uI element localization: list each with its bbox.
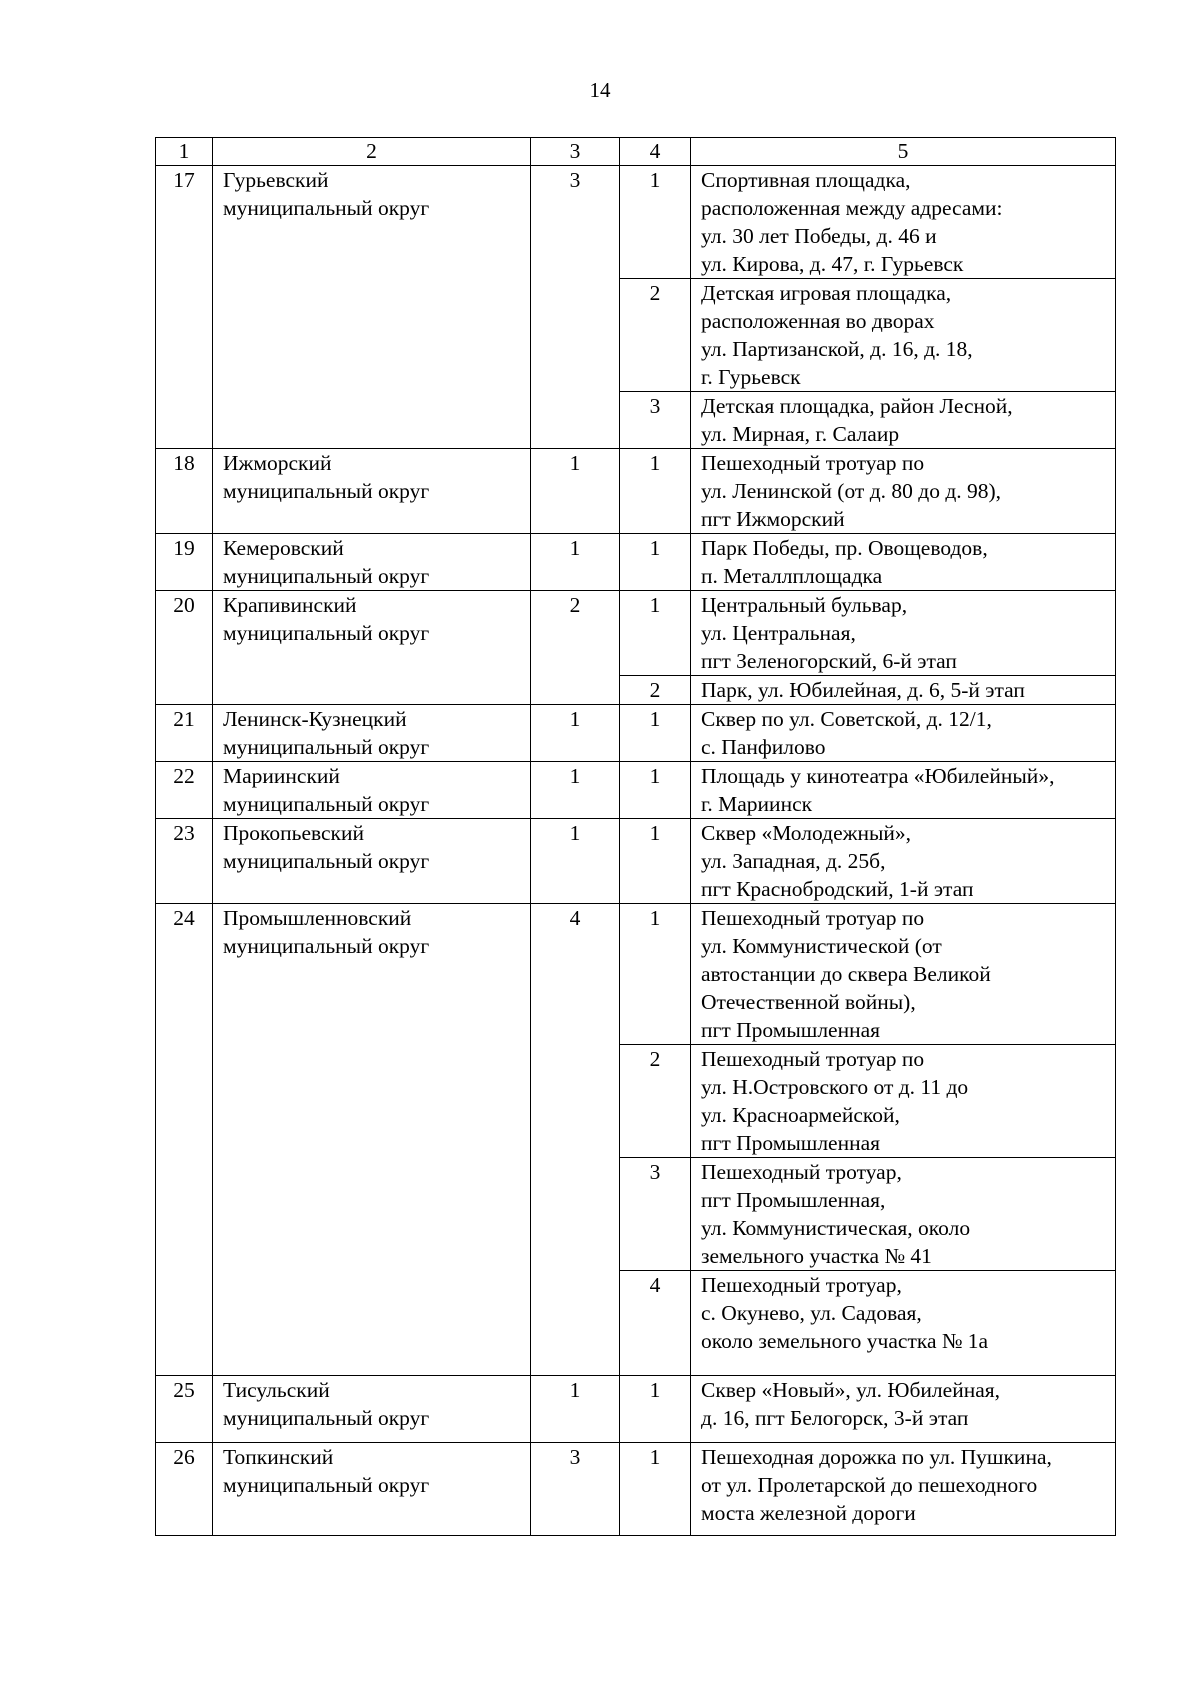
object-number-cell: 1 (620, 762, 691, 819)
table-row (156, 166, 1116, 279)
description-line: пгт Зеленогорский, 6-й этап (701, 649, 957, 673)
description-line: пгт Промышленная (701, 1131, 881, 1155)
description-line: ул. Партизанской, д. 16, д. 18, (701, 337, 973, 361)
row-number-cell: 24 (156, 904, 213, 1376)
table-row (156, 904, 1116, 1045)
object-description-cell (691, 904, 1116, 1045)
description-line: ул. Н.Островского от д. 11 до (701, 1075, 969, 1099)
description-line: Пешеходная дорожка по ул. Пушкина, (701, 1445, 1052, 1469)
object-count-cell: 3 (531, 166, 620, 449)
description-line: автостанции до сквера Великой (701, 962, 991, 986)
district-cell (213, 166, 531, 449)
district-line: муниципальный округ (223, 196, 430, 220)
description-line: около земельного участка № 1а (701, 1329, 989, 1353)
object-count-cell: 4 (531, 904, 620, 1376)
description-line: Пешеходный тротуар по (701, 451, 925, 475)
object-number-cell: 1 (620, 166, 691, 279)
district-cell (213, 1443, 531, 1536)
district-line: Промышленновский (223, 906, 412, 930)
district-line: муниципальный округ (223, 479, 430, 503)
description-line: Пешеходный тротуар, (701, 1160, 902, 1184)
district-cell (213, 449, 531, 534)
description-line: Пешеходный тротуар по (701, 1047, 925, 1071)
description-line: г. Гурьевск (701, 365, 801, 389)
object-number-cell: 1 (620, 591, 691, 676)
object-count-cell: 1 (531, 762, 620, 819)
district-line: муниципальный округ (223, 735, 430, 759)
district-line: Тисульский (223, 1378, 330, 1402)
object-description-cell (691, 1443, 1116, 1536)
object-description-cell (691, 166, 1116, 279)
district-cell (213, 762, 531, 819)
district-line: Мариинский (223, 764, 340, 788)
description-line: ул. Коммунистической (от (701, 934, 942, 958)
object-description-cell (691, 1376, 1116, 1443)
object-description-cell (691, 534, 1116, 591)
object-number-cell: 4 (620, 1271, 691, 1376)
description-line: Парк Победы, пр. Овощеводов, (701, 536, 988, 560)
object-count-cell: 2 (531, 591, 620, 705)
table-row (156, 762, 1116, 819)
district-line: муниципальный округ (223, 1406, 430, 1430)
district-line: муниципальный округ (223, 849, 430, 873)
object-number-cell: 1 (620, 449, 691, 534)
description-line: Пешеходный тротуар, (701, 1273, 902, 1297)
district-cell (213, 534, 531, 591)
table-row (156, 705, 1116, 762)
district-cell (213, 705, 531, 762)
object-description-cell (691, 676, 1116, 705)
header-cell-4: 4 (620, 138, 691, 166)
district-cell (213, 1376, 531, 1443)
object-description-cell (691, 1158, 1116, 1271)
table-row (156, 449, 1116, 534)
description-line: с. Окунево, ул. Садовая, (701, 1301, 922, 1325)
table-body (156, 138, 1116, 1536)
district-line: Кемеровский (223, 536, 344, 560)
description-line: ул. Западная, д. 25б, (701, 849, 886, 873)
description-line: от ул. Пролетарской до пешеходного (701, 1473, 1038, 1497)
object-description-cell (691, 1045, 1116, 1158)
description-line: г. Мариинск (701, 792, 813, 816)
row-number-cell: 19 (156, 534, 213, 591)
object-number-cell: 1 (620, 534, 691, 591)
row-number-cell: 23 (156, 819, 213, 904)
table-row (156, 819, 1116, 904)
district-line: Прокопьевский (223, 821, 365, 845)
description-line: с. Панфилово (701, 735, 826, 759)
row-number-cell: 18 (156, 449, 213, 534)
district-line: муниципальный округ (223, 564, 430, 588)
header-cell-5: 5 (691, 138, 1116, 166)
district-cell (213, 904, 531, 1376)
object-description-cell (691, 819, 1116, 904)
description-line: Сквер «Новый», ул. Юбилейная, (701, 1378, 1001, 1402)
object-count-cell: 1 (531, 819, 620, 904)
description-line: Пешеходный тротуар по (701, 906, 925, 930)
object-description-cell (691, 1271, 1116, 1376)
description-line: Сквер по ул. Советской, д. 12/1, (701, 707, 992, 731)
row-number-cell: 25 (156, 1376, 213, 1443)
description-line: ул. 30 лет Победы, д. 46 и (701, 224, 937, 248)
object-count-cell: 1 (531, 1376, 620, 1443)
description-line: ул. Центральная, (701, 621, 856, 645)
object-count-cell: 1 (531, 534, 620, 591)
district-line: Ленинск-Кузнецкий (223, 707, 407, 731)
object-number-cell: 2 (620, 676, 691, 705)
district-line: муниципальный округ (223, 934, 430, 958)
table-row (156, 1443, 1116, 1536)
district-line: Крапивинский (223, 593, 357, 617)
description-line: расположенная между адресами: (701, 196, 1003, 220)
district-line: Ижморский (223, 451, 332, 475)
header-cell-1: 1 (156, 138, 213, 166)
description-line: Детская площадка, район Лесной, (701, 394, 1013, 418)
description-line: Центральный бульвар, (701, 593, 908, 617)
row-number-cell: 20 (156, 591, 213, 705)
description-line: Отечественной войны), (701, 990, 916, 1014)
object-number-cell: 1 (620, 1376, 691, 1443)
description-line: ул. Мирная, г. Салаир (701, 422, 900, 446)
object-number-cell: 1 (620, 819, 691, 904)
description-line: расположенная во дворах (701, 309, 935, 333)
description-line: Детская игровая площадка, (701, 281, 952, 305)
district-line: муниципальный округ (223, 1473, 430, 1497)
object-count-cell: 1 (531, 705, 620, 762)
object-count-cell: 1 (531, 449, 620, 534)
objects-table (155, 137, 1116, 1536)
district-line: муниципальный округ (223, 621, 430, 645)
description-line: пгт Промышленная, (701, 1188, 886, 1212)
object-description-cell (691, 279, 1116, 392)
object-number-cell: 1 (620, 1443, 691, 1536)
district-cell (213, 591, 531, 705)
object-number-cell: 1 (620, 705, 691, 762)
district-line: муниципальный округ (223, 792, 430, 816)
object-number-cell: 2 (620, 279, 691, 392)
district-cell (213, 819, 531, 904)
header-cell-2: 2 (213, 138, 531, 166)
object-description-cell (691, 705, 1116, 762)
description-line: Спортивная площадка, (701, 168, 911, 192)
row-number-cell: 22 (156, 762, 213, 819)
description-line: ул. Ленинской (от д. 80 до д. 98), (701, 479, 1002, 503)
description-line: земельного участка № 41 (701, 1244, 932, 1268)
description-line: Парк, ул. Юбилейная, д. 6, 5-й этап (701, 678, 1025, 702)
description-line: пгт Промышленная (701, 1018, 881, 1042)
description-line: Площадь у кинотеатра «Юбилейный», (701, 764, 1055, 788)
object-description-cell (691, 762, 1116, 819)
row-number-cell: 17 (156, 166, 213, 449)
description-line: пгт Ижморский (701, 507, 845, 531)
row-number-cell: 26 (156, 1443, 213, 1536)
header-cell-3: 3 (531, 138, 620, 166)
page-number: 14 (589, 78, 611, 102)
description-line: моста железной дороги (701, 1501, 916, 1525)
object-description-cell (691, 392, 1116, 449)
description-line: п. Металлплощадка (701, 564, 883, 588)
object-number-cell: 3 (620, 392, 691, 449)
description-line: ул. Красноармейской, (701, 1103, 900, 1127)
description-line: ул. Кирова, д. 47, г. Гурьевск (701, 252, 964, 276)
object-number-cell: 3 (620, 1158, 691, 1271)
object-number-cell: 2 (620, 1045, 691, 1158)
object-count-cell: 3 (531, 1443, 620, 1536)
table-row (156, 591, 1116, 676)
description-line: д. 16, пгт Белогорск, 3-й этап (701, 1406, 969, 1430)
description-line: ул. Коммунистическая, около (701, 1216, 971, 1240)
row-number-cell: 21 (156, 705, 213, 762)
header-row (156, 138, 1116, 166)
description-line: пгт Краснобродский, 1-й этап (701, 877, 974, 901)
description-line: Сквер «Молодежный», (701, 821, 912, 845)
district-line: Топкинский (223, 1445, 334, 1469)
object-description-cell (691, 591, 1116, 676)
object-number-cell: 1 (620, 904, 691, 1045)
table-row (156, 1376, 1116, 1443)
district-line: Гурьевский (223, 168, 329, 192)
object-description-cell (691, 449, 1116, 534)
table-row (156, 534, 1116, 591)
